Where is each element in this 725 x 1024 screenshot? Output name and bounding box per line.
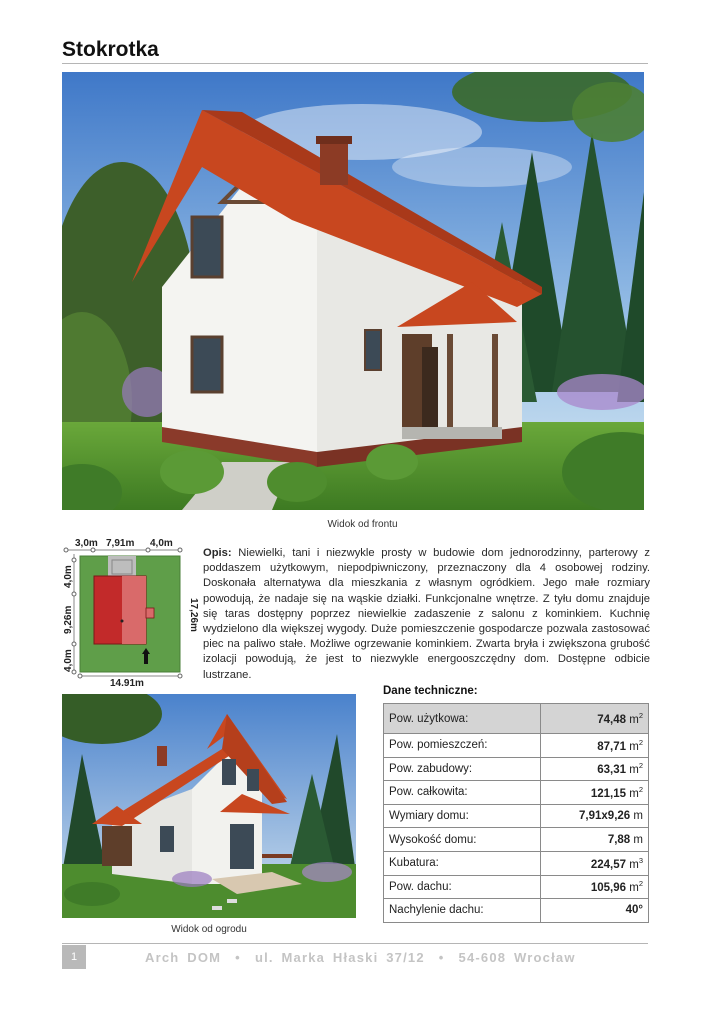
description-label: Opis: — [203, 547, 232, 559]
tech-value-number: 121,15 — [590, 787, 627, 800]
tech-value-unit: m — [629, 740, 639, 753]
tech-value-unit: m — [633, 833, 643, 846]
tech-value-unit: m — [629, 713, 639, 726]
tech-value-exponent: 2 — [638, 785, 643, 795]
tech-row-label: Kubatura: — [384, 851, 541, 875]
tech-row-value — [541, 734, 649, 758]
plan-top-dim-2: 7,91m — [106, 538, 135, 549]
tech-row-label: Wysokość domu: — [384, 828, 541, 852]
tech-value-unit: m — [629, 764, 639, 777]
footer-separator: • — [235, 950, 241, 965]
tech-row-value — [541, 704, 649, 734]
plan-top-dim-3: 4,0m — [150, 538, 173, 549]
footer-address: ul. Marka Hłaski 37/12 — [254, 950, 425, 965]
tech-data-table — [383, 703, 649, 923]
tech-value-number: 40° — [625, 904, 643, 917]
description-text: Niewielki, tani i niezwykle prosty w budowie dom jednorodzinny, parterowy z poddaszem użytkowym, niepodpiwniczony, przeznaczony dla 4 osobowej rodziny. Doskonała alternatywa dla mieszkania z własnym ogródkiem. Jego małe rozmiary powodują, że nadaje się na wąskie działki. Funkcjonalne wnętrze. Z tyłu domu znajduje się taras dostępny poprzez niewielkie zadaszenie z salonu z kominkiem. Kuchnię wydzielono dla większej wygody. Duże pomieszczenie gospodarcze pozwala zastosować piec na paliwo stałe. Możliwe ogrzewanie kominkiem. Zwarta bryła i zwiększona grubość izolacji powodują, że jest to niezwykle energooszczędny dom. Dostępne odbicie lustrzane. — [203, 547, 650, 681]
tech-row-value — [541, 828, 649, 852]
tech-row — [384, 804, 649, 828]
tech-row-label: Pow. użytkowa: — [384, 704, 541, 734]
tech-row — [384, 851, 649, 875]
tech-value-unit: m — [629, 787, 639, 800]
plan-top-dim-1: 3,0m — [75, 538, 98, 549]
footer-contact — [145, 950, 576, 965]
tech-row-value — [541, 757, 649, 781]
tech-value-exponent: 2 — [638, 761, 643, 771]
plan-right-dim: 17,26m — [188, 598, 199, 632]
tech-value-number: 7,91x9,26 — [579, 810, 631, 823]
tech-row-label: Pow. dachu: — [384, 875, 541, 899]
tech-value-number: 224,57 — [590, 858, 627, 871]
tech-row — [384, 734, 649, 758]
tech-value-unit: m — [629, 882, 639, 895]
tech-value-number: 105,96 — [590, 882, 627, 895]
tech-row-value — [541, 781, 649, 805]
tech-value-exponent: 3 — [638, 855, 643, 865]
tech-value-number: 63,31 — [597, 764, 627, 777]
tech-value-exponent: 2 — [638, 737, 643, 747]
footer-city: 54-608 Wrocław — [458, 950, 576, 965]
tech-row — [384, 899, 649, 923]
title-divider — [62, 63, 648, 64]
page-number: 1 — [62, 945, 86, 969]
tech-row-value — [541, 875, 649, 899]
plan-left-dim-2: 9,26m — [63, 605, 74, 634]
tech-value-number: 7,88 — [607, 833, 631, 846]
tech-data-title: Dane techniczne: — [383, 685, 478, 697]
tech-row — [384, 828, 649, 852]
tech-value-unit: m — [633, 810, 643, 823]
tech-row-value — [541, 899, 649, 923]
footer-company: Arch DOM — [145, 950, 222, 965]
footer-divider — [62, 943, 648, 944]
front-view-image — [62, 72, 644, 510]
plan-left-dim-1: 4,0m — [63, 565, 74, 588]
plot-plan-diagram — [60, 536, 200, 686]
garden-view-image — [62, 694, 356, 918]
tech-row — [384, 875, 649, 899]
tech-value-exponent: 2 — [638, 879, 643, 889]
tech-row-label: Pow. zabudowy: — [384, 757, 541, 781]
tech-row-value — [541, 851, 649, 875]
plan-left-dim-3: 4,0m — [63, 649, 74, 672]
tech-row-label: Nachylenie dachu: — [384, 899, 541, 923]
plan-bottom-dim: 14,91m — [110, 678, 144, 686]
tech-row-label: Pow. pomieszczeń: — [384, 734, 541, 758]
garden-view-caption: Widok od ogrodu — [171, 924, 247, 935]
tech-row — [384, 757, 649, 781]
tech-row-label: Wymiary domu: — [384, 804, 541, 828]
front-view-caption: Widok od frontu — [327, 519, 398, 530]
tech-value-exponent: 2 — [638, 711, 643, 721]
tech-value-number: 74,48 — [597, 713, 627, 726]
tech-row-value — [541, 804, 649, 828]
footer-separator: • — [438, 950, 445, 965]
tech-row — [384, 781, 649, 805]
tech-value-number: 87,71 — [597, 740, 627, 753]
description — [203, 546, 650, 683]
tech-row-label: Pow. całkowita: — [384, 781, 541, 805]
tech-value-unit: m — [629, 858, 639, 871]
tech-row — [384, 704, 649, 734]
page-title: Stokrotka — [62, 38, 159, 61]
